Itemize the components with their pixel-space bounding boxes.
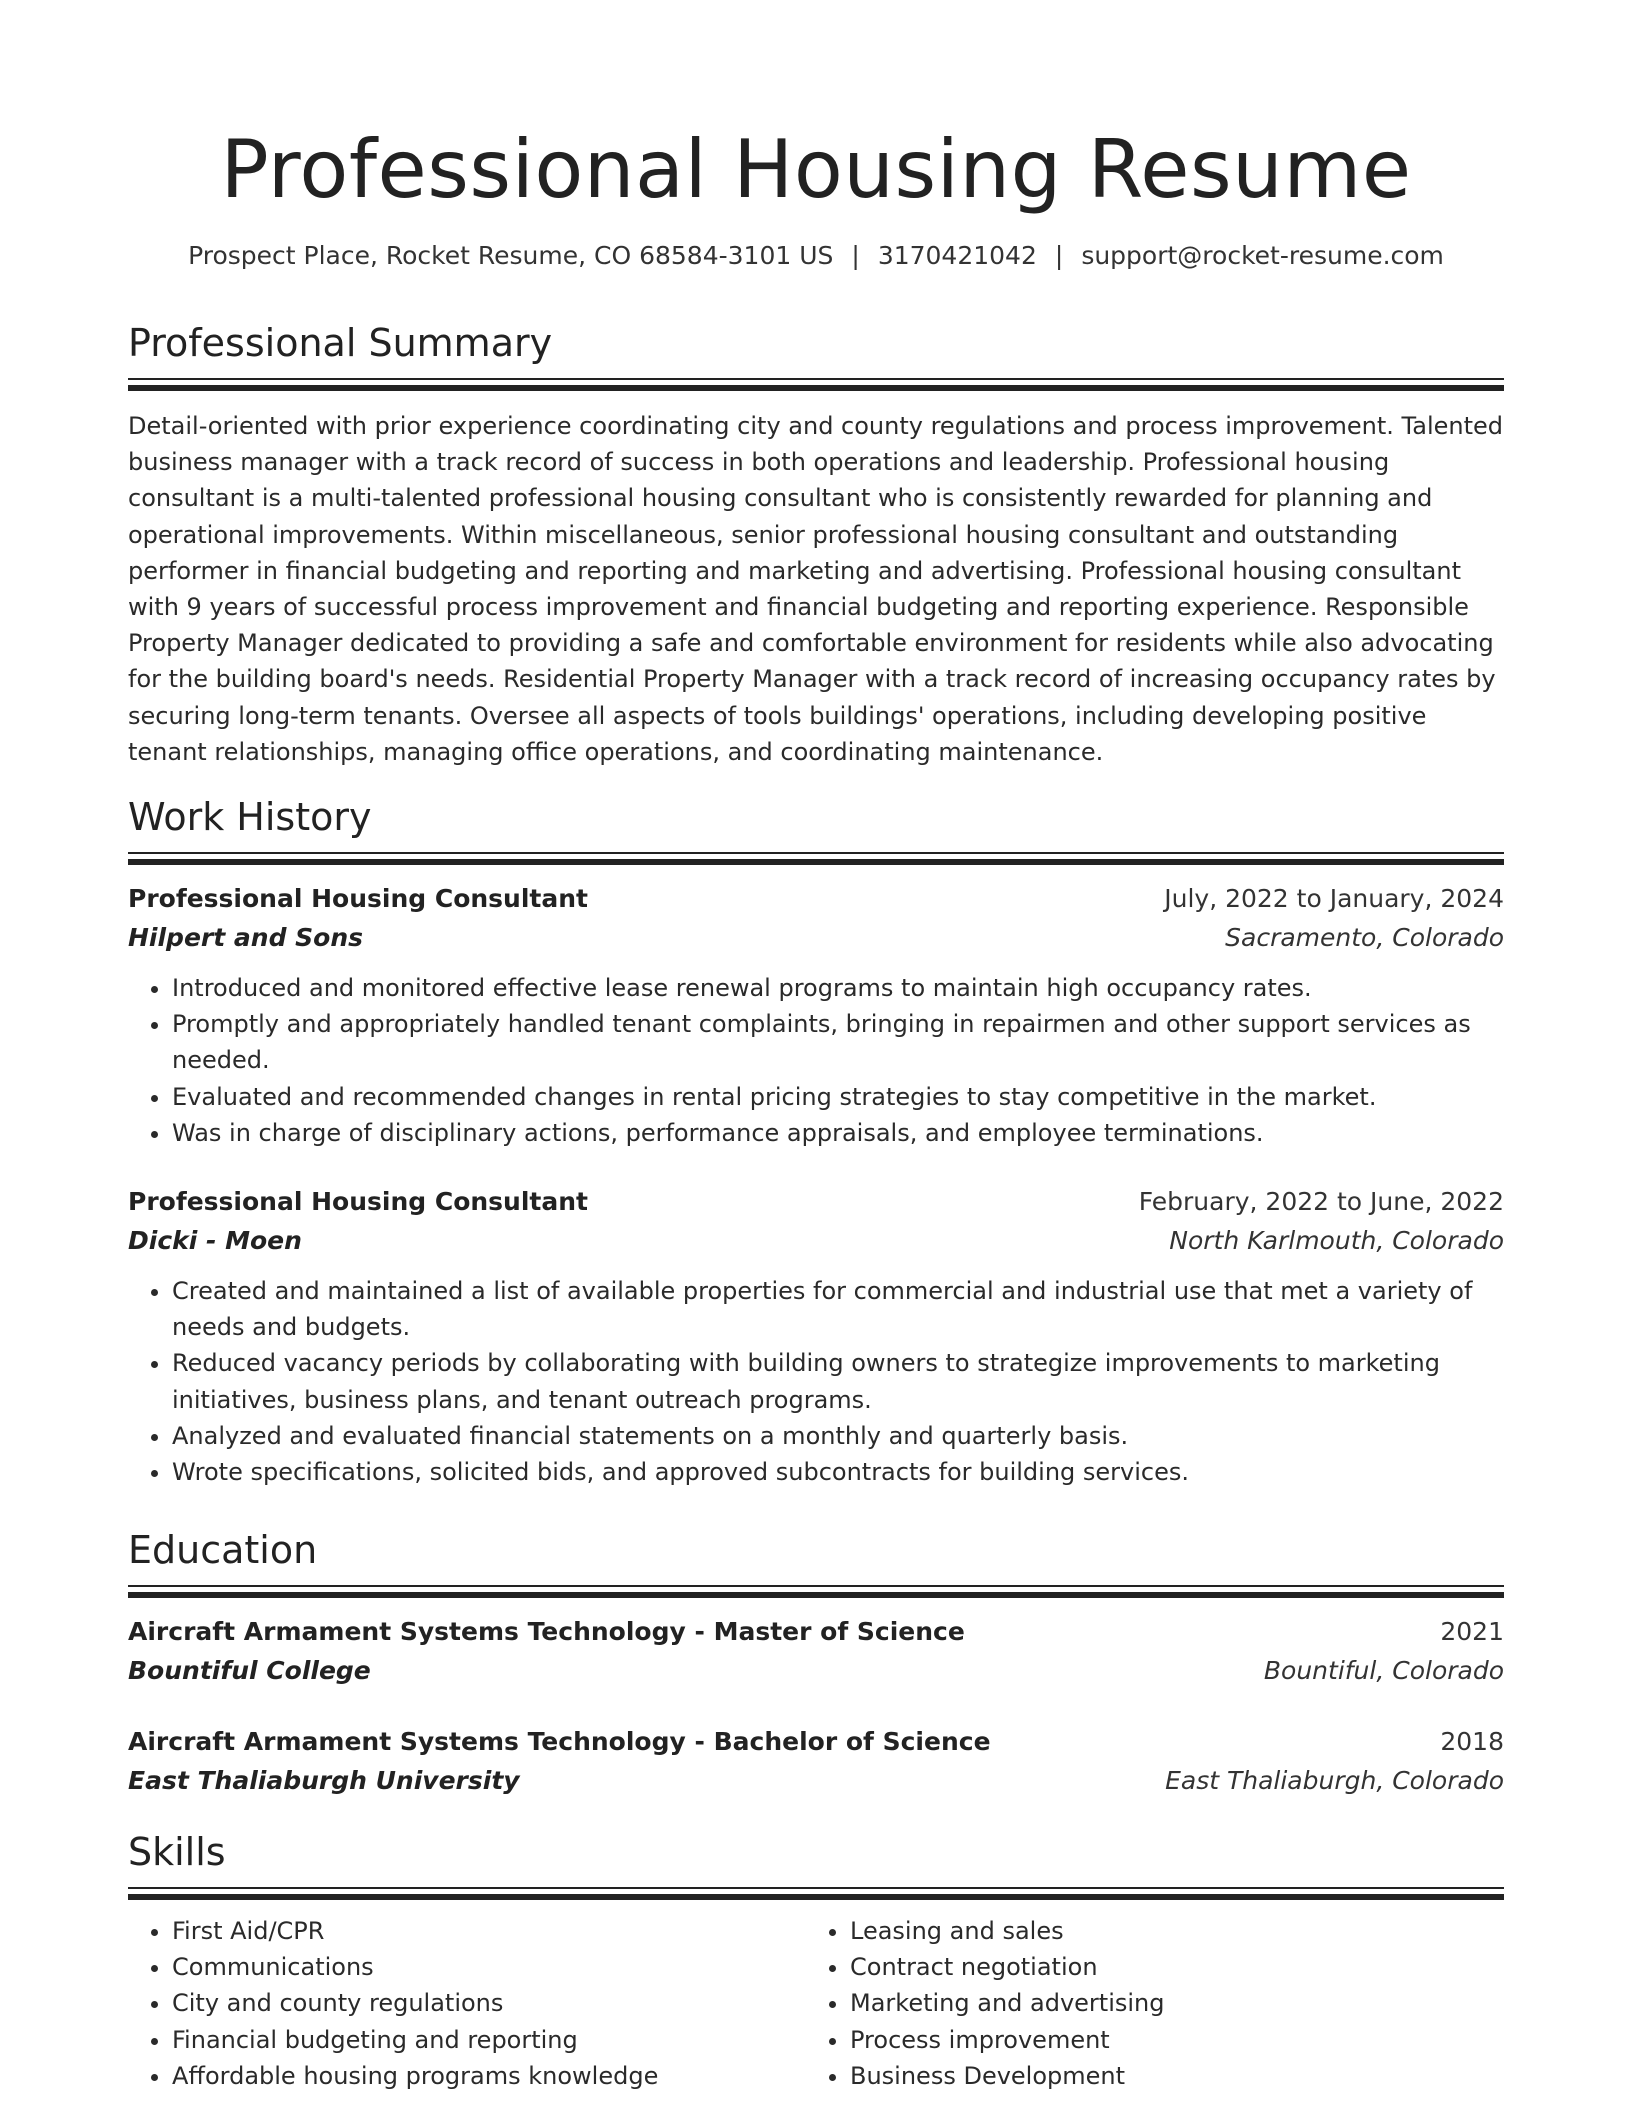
skills-section xyxy=(128,1827,1504,2094)
contact-address: Prospect Place, Rocket Resume, CO 68584-3101 US xyxy=(188,241,834,270)
contact-separator: | xyxy=(1054,241,1064,270)
job-dates: February, 2022 to June, 2022 xyxy=(1138,1187,1504,1217)
work-history-section xyxy=(128,792,1504,1490)
skill-item: • Communications xyxy=(172,1949,806,1985)
list-item: • Reduced vacancy periods by collaborating with building owners to strategize improvements to marketing initiatives, business plans, and tenant outreach programs. xyxy=(172,1345,1504,1417)
contact-email: support@rocket-resume.com xyxy=(1081,241,1444,270)
contact-separator: | xyxy=(851,241,860,270)
skill-item: • City and county regulations xyxy=(172,1985,806,2021)
list-item: • Analyzed and evaluated financial statements on a monthly and quarterly basis. xyxy=(172,1418,1504,1454)
job-title: Professional Housing Consultant xyxy=(128,1187,588,1217)
skill-item: • Process improvement xyxy=(850,2022,1484,2058)
skills-heading: Skills xyxy=(128,1830,226,1874)
graduation-year: 2018 xyxy=(1440,1727,1504,1756)
degree-title: Aircraft Armament Systems Technology - Bachelor of Science xyxy=(128,1727,991,1756)
summary-text: Detail-oriented with prior experience coordinating city and county regulations and process improvement. Talented business manager with a track record of success in both operations and leadership. Professional housing consultant is a multi-talented professional housing consultant who is consistently rewarded for planning and operational improvements. Within miscellaneous, senior professional housing consultant and outstanding performer in financial budgeting and reporting and marketing and advertising. Professional housing consultant with 9 years of successful process improvement and financial budgeting and reporting experience. Responsible Property Manager dedicated to providing a safe and comfortable environment for residents while also advocating for the building board's needs. Residential Property Manager with a track record of increasing occupancy rates by securing long-term tenants. Oversee all aspects of tools buildings' operations, including developing positive tenant relationships, managing office operations, and coordinating maintenance. xyxy=(128,412,1504,766)
list-item: • Promptly and appropriately handled tenant complaints, bringing in repairmen and other support services as needed. xyxy=(172,1006,1504,1078)
job-dates: July, 2022 to January, 2024 xyxy=(1164,884,1504,913)
degree-title: Aircraft Armament Systems Technology - Master of Science xyxy=(128,1617,965,1646)
job-location: North Karlmouth, Colorado xyxy=(1169,1226,1504,1256)
section-divider xyxy=(128,1887,1504,1901)
job-company: Dicki - Moen xyxy=(128,1226,302,1256)
education-section xyxy=(128,1525,1504,1801)
list-item: • Introduced and monitored effective lease renewal programs to maintain high occupancy rates. xyxy=(172,970,1504,1006)
job-bullets xyxy=(128,1273,1504,1490)
skills-list-right xyxy=(806,1913,1484,2094)
education-entry xyxy=(128,1613,1504,1691)
list-item: • Was in charge of disciplinary actions, performance appraisals, and employee terminations. xyxy=(172,1115,1504,1151)
summary-heading: Professional Summary xyxy=(128,321,553,365)
work-history-heading: Work History xyxy=(128,795,372,839)
education-entry xyxy=(128,1723,1504,1801)
section-divider xyxy=(128,852,1504,866)
contact-line xyxy=(128,238,1504,274)
education-heading: Education xyxy=(128,1528,318,1572)
skills-list-left xyxy=(128,1913,806,2094)
school-location: East Thaliaburgh, Colorado xyxy=(1165,1766,1504,1795)
list-item: • Created and maintained a list of available properties for commercial and industrial use that met a variety of needs and budgets. xyxy=(172,1273,1504,1345)
school-name: East Thaliaburgh University xyxy=(128,1766,520,1795)
skills-columns xyxy=(128,1913,1504,2094)
school-location: Bountiful, Colorado xyxy=(1263,1656,1504,1685)
job-company: Hilpert and Sons xyxy=(128,923,364,952)
job-location: Sacramento, Colorado xyxy=(1225,923,1504,952)
list-item: • Evaluated and recommended changes in rental pricing strategies to stay competitive in the market. xyxy=(172,1079,1504,1115)
skill-item: • Financial budgeting and reporting xyxy=(172,2022,806,2058)
skill-item: • Leasing and sales xyxy=(850,1913,1484,1949)
skill-item: • Marketing and advertising xyxy=(850,1985,1484,2021)
skill-item: • Affordable housing programs knowledge xyxy=(172,2058,806,2094)
list-item: • Wrote specifications, solicited bids, and approved subcontracts for building services. xyxy=(172,1454,1504,1490)
section-divider xyxy=(128,1585,1504,1599)
graduation-year: 2021 xyxy=(1440,1617,1504,1646)
section-divider xyxy=(128,378,1504,392)
skill-item: • Contract negotiation xyxy=(850,1949,1484,1985)
summary-section xyxy=(128,318,1504,770)
job-entry xyxy=(128,880,1504,1151)
job-bullets xyxy=(128,970,1504,1151)
job-entry xyxy=(128,1183,1504,1490)
contact-phone: 3170421042 xyxy=(877,241,1037,270)
job-title: Professional Housing Consultant xyxy=(128,884,588,913)
skill-item: • Business Development xyxy=(850,2058,1484,2094)
resume-title: Professional Housing Resume xyxy=(220,123,1412,216)
school-name: Bountiful College xyxy=(128,1656,371,1685)
skill-item: • First Aid/CPR xyxy=(172,1913,806,1949)
